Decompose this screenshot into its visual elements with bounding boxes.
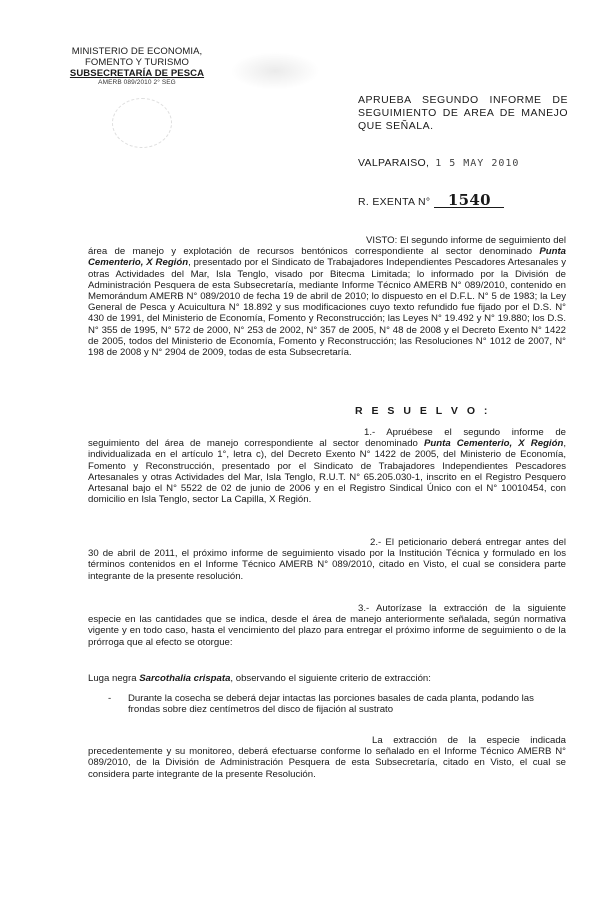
visto-sector: Punta Cementerio, X Región <box>88 246 566 269</box>
resolution-number <box>358 193 504 208</box>
exenta-number: 1540 <box>434 193 504 208</box>
resuelvo-heading: R E S U E L V O : <box>355 405 491 417</box>
scan-smudge <box>230 52 320 90</box>
visto-paragraph <box>88 235 566 358</box>
resolution-title: APRUEBA SEGUNDO INFORME DE SEGUIMIENTO DE AREA DE MANEJO QUE SEÑALA. <box>358 94 568 132</box>
species-common-name: Luga negra <box>88 673 140 684</box>
ministry-name-cont: FOMENTO Y TURISMO <box>85 57 189 68</box>
reference-code: AMERB 089/2010 2° SEG <box>98 79 176 86</box>
criterion-text: Durante la cosecha se deberá dejar intactas las porciones basales de cada planta, podando las frondas sobre diez centímetros del disco de fijación al sustrato <box>128 693 534 716</box>
article-1 <box>88 427 566 505</box>
bullet-dash-icon: - <box>108 693 112 704</box>
visto-text-b: , presentado por el Sindicato de Trabajadores Independientes Pescadores Artesanales y otras Actividades del Mar, Isla Tenglo, visado por Bitecma Limitada; lo informado por la División de Administración Pesquera de esta Subsecretaría, mediante Informe Técnico AMERB N° 089/2010, contenido en Memorándum AMERB N° 089/2010 de fecha 19 de abril de 2010; lo dispuesto en el D.F.L. N° 5 de 1983; la Ley General de Pesca y Acuicultura N° 18.892 y sus modificaciones cuyo texto refundido fue fijado por el D.S. N° 430 de 1991, del Ministerio de Economía, Fomento y Reconstrucción; las Leyes N° 19.492 y N° 19.880; los D.S. N° 355 de 1995, N° 572 de 2000, N° 253 de 2002, N° 357 de 2005, N° 48 de 2008 y el Decreto Exento N° 1422 de 2005, todos del Ministerio de Economía, Fomento y Reconstrucción; las Resoluciones N° 1012 de 2007, N° 198 de 2008 y N° 2904 de 2009, todas de esta Subsecretaría. <box>88 257 566 359</box>
exenta-label: R. EXENTA N° <box>358 196 431 208</box>
article-1-sector: Punta Cementerio, X Región <box>424 438 564 450</box>
city-name: VALPARAISO, <box>358 157 430 169</box>
visto-text-a: VISTO: El segundo informe de seguimiento del área de manejo y explotación de recursos bentónicos correspondiente al sector denominado <box>88 235 566 258</box>
species-latin-name: Sarcothalia crispata <box>139 673 231 684</box>
extraction-criterion <box>108 693 568 716</box>
subsecretaria-name: SUBSECRETARÍA DE PESCA <box>69 68 205 79</box>
article-1-text-b: , individualizada en el artículo 1°, letra c), del Decreto Exento N° 1422 de 2005, del Ministerio de Economía, Fomento y Reconstrucción, presentado por el Sindicato de Trabajadores Independientes Pescadores Artesanales y otras Actividades del Mar, Isla Tenglo, R.U.T. N° 65.205.030-1, inscrito en el Registro Pesquero Artesanal bajo el N° 5522 de 02 de junio de 2006 y en el Registro Sindical Único con el N° 10010454, con domicilio en Isla Tenglo, sector La Capilla, X Región. <box>88 438 566 506</box>
article-3: 3.- Autorízase la extracción de la siguiente especie en las cantidades que se indica, desde el área de manejo anteriormente señalada, según normativa vigente y en todo caso, hasta el vencimiento del plazo para entregar el próximo informe de seguimiento o de la prórroga que al efecto se otorgue: <box>88 603 566 648</box>
extraction-paragraph: La extracción de la especie indicada precedentemente y su monitoreo, deberá efectuarse conforme lo señalado en el Informe Técnico AMERB N° 089/2010, de la División de Administración Pesquera de esta Subsecretaría, citado en Visto, el cual se considera parte integrante de la presente Resolución. <box>88 735 566 780</box>
faded-seal-icon <box>112 98 172 148</box>
place-date <box>358 157 519 169</box>
article-2: 2.- El peticionario deberá entregar antes del 30 de abril de 2011, el próximo informe de seguimiento visado por la Institución Técnica y formulado en los términos contenidos en el Informe Técnico AMERB N° 089/2010, citado en Visto, el cual se considera parte integrante de la presente resolución. <box>88 537 566 582</box>
species-line <box>88 673 431 684</box>
ministry-header <box>62 46 212 87</box>
species-criteria: , observando el siguiente criterio de extracción: <box>230 673 431 684</box>
date-stamp: 1 5 MAY 2010 <box>435 158 520 169</box>
ministry-name: MINISTERIO DE ECONOMIA, <box>71 46 203 57</box>
article-1-text-a: 1.- Apruébese el segundo informe de seguimiento del área de manejo correspondiente al sector denominado <box>88 427 566 450</box>
